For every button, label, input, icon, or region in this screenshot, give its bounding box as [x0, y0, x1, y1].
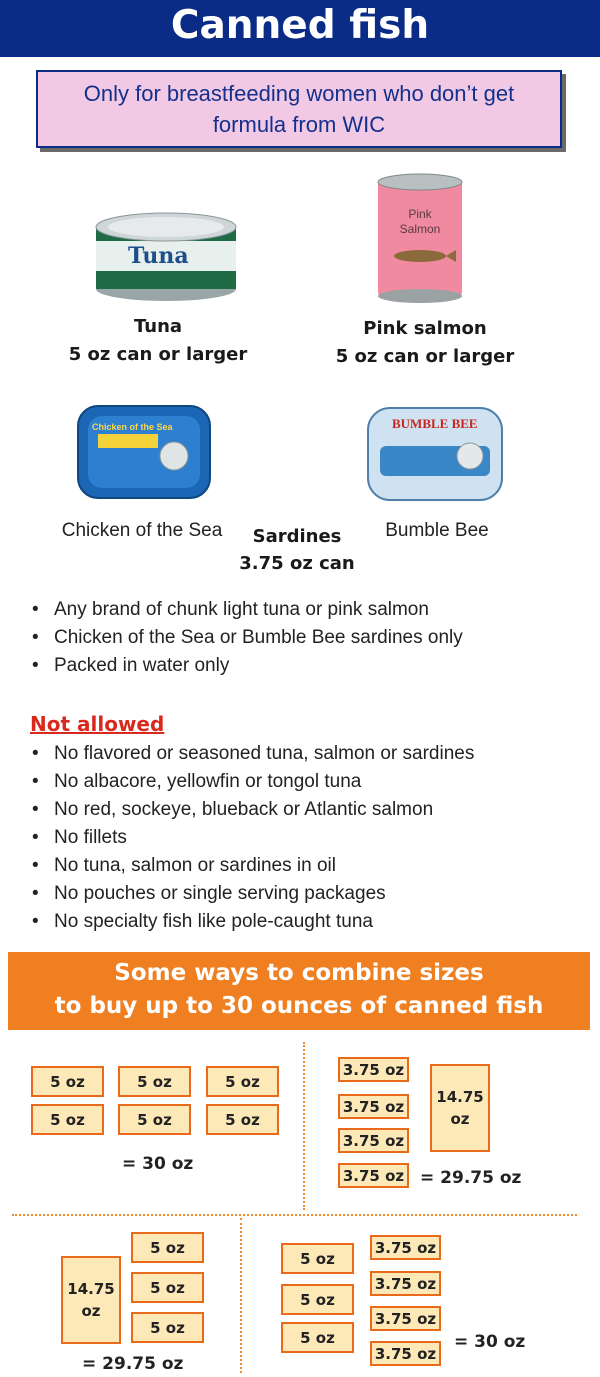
- pink-salmon-can-image: [372, 170, 468, 304]
- salmon-can-label-2: Salmon: [399, 222, 441, 236]
- list-item: • No specialty fish like pole-caught tuna: [30, 908, 474, 936]
- tuna-can-label: Tuna: [128, 243, 189, 269]
- pink-salmon-size: 5 oz can or larger: [335, 346, 515, 367]
- tuna-name: Tuna: [133, 316, 183, 337]
- sardines-name: Sardines: [252, 526, 342, 547]
- allowed-list: [30, 596, 463, 680]
- box-3-75oz: 3.75 oz: [338, 1057, 409, 1082]
- combine-sizes-line2: to buy up to 30 ounces of canned fish: [54, 993, 544, 1019]
- list-item: • No red, sockeye, blueback or Atlantic salmon: [30, 796, 474, 824]
- divider-vertical-top: [303, 1042, 305, 1210]
- box-3-75oz: 3.75 oz: [370, 1235, 441, 1260]
- not-allowed-heading: Not allowed: [30, 712, 165, 736]
- box-3-75oz: 3.75 oz: [370, 1306, 441, 1331]
- divider-vertical-bottom: [240, 1218, 242, 1373]
- box-5oz: 5 oz: [131, 1232, 204, 1263]
- tuna-can-image: [90, 205, 242, 305]
- combine-sizes-line1: Some ways to combine sizes: [114, 960, 484, 986]
- box-5oz: 5 oz: [118, 1104, 191, 1135]
- salmon-can-label-1: Pink: [408, 207, 432, 221]
- list-item: • Any brand of chunk light tuna or pink salmon: [30, 596, 463, 624]
- box-3-75oz: 3.75 oz: [338, 1163, 409, 1188]
- box-5oz: 5 oz: [118, 1066, 191, 1097]
- box-5oz: 5 oz: [131, 1312, 204, 1343]
- box-5oz: 5 oz: [281, 1284, 354, 1315]
- box-5oz: 5 oz: [281, 1243, 354, 1274]
- box-5oz: 5 oz: [31, 1066, 104, 1097]
- box-5oz: 5 oz: [206, 1066, 279, 1097]
- box-5oz: 5 oz: [131, 1272, 204, 1303]
- page-title: Canned fish: [170, 3, 430, 48]
- chicken-of-the-sea-sardines-image: [76, 404, 212, 500]
- total-30oz: = 30 oz: [454, 1332, 526, 1352]
- box-14-75oz: 14.75 oz: [430, 1064, 490, 1152]
- bumble-bee-sardines-image: [366, 406, 504, 502]
- box-14-75oz: 14.75 oz: [61, 1256, 121, 1344]
- box-5oz: 5 oz: [281, 1322, 354, 1353]
- brand-chicken-of-the-sea: Chicken of the Sea: [61, 520, 223, 541]
- box-5oz: 5 oz: [206, 1104, 279, 1135]
- list-item: • No pouches or single serving packages: [30, 880, 474, 908]
- list-item: • No fillets: [30, 824, 474, 852]
- brand-bumble-bee: Bumble Bee: [385, 520, 489, 541]
- box-3-75oz: 3.75 oz: [338, 1094, 409, 1119]
- list-item: • No tuna, salmon or sardines in oil: [30, 852, 474, 880]
- list-item: • No albacore, yellowfin or tongol tuna: [30, 768, 474, 796]
- eligibility-notice-text: Only for breastfeeding women who don’t get formula from WIC: [83, 81, 515, 137]
- list-item: • No flavored or seasoned tuna, salmon or sardines: [30, 740, 474, 768]
- pink-salmon-name: Pink salmon: [363, 318, 487, 339]
- list-item: • Packed in water only: [30, 652, 463, 680]
- list-item: • Chicken of the Sea or Bumble Bee sardines only: [30, 624, 463, 652]
- box-3-75oz: 3.75 oz: [370, 1341, 441, 1366]
- total-29-75oz: = 29.75 oz: [420, 1168, 522, 1188]
- tuna-size: 5 oz can or larger: [68, 344, 248, 365]
- not-allowed-list: [30, 740, 474, 936]
- box-3-75oz: 3.75 oz: [338, 1128, 409, 1153]
- box-5oz: 5 oz: [31, 1104, 104, 1135]
- total-29-75oz: = 29.75 oz: [82, 1354, 184, 1374]
- total-30oz: = 30 oz: [122, 1154, 194, 1174]
- bumble-bee-tin-label: BUMBLE BEE: [392, 416, 478, 431]
- divider-horizontal: [12, 1214, 577, 1216]
- box-3-75oz: 3.75 oz: [370, 1271, 441, 1296]
- sardines-size: 3.75 oz can: [239, 553, 355, 574]
- chicken-of-the-sea-tin-label: Chicken of the Sea: [92, 422, 173, 432]
